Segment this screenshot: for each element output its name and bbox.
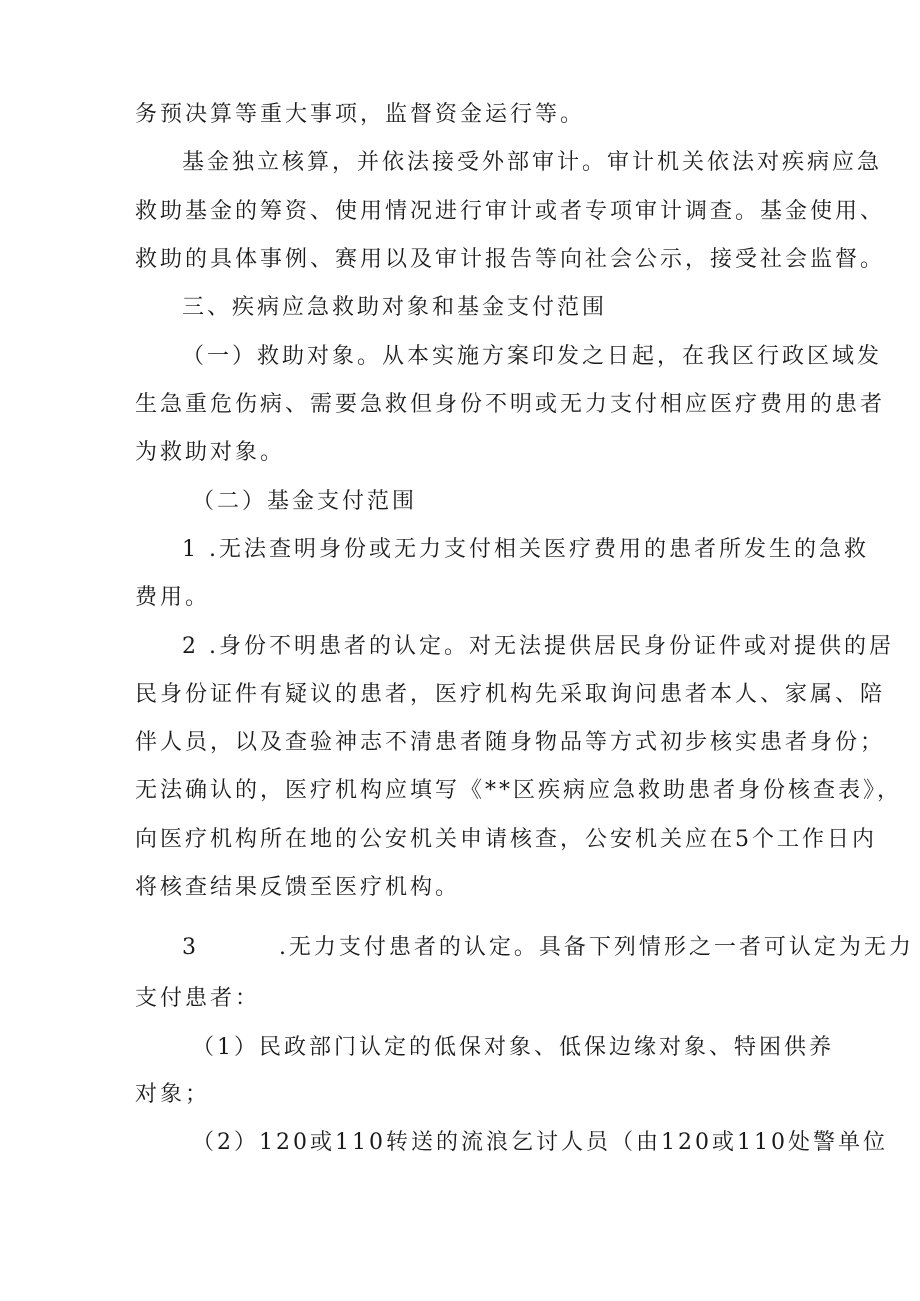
text-line: 为救助对象。: [135, 440, 286, 465]
text-line: 基金独立核算，并依法接受外部审计。审计机关依法对疾病应急: [182, 150, 883, 175]
section-heading: 三、疾病应急救助对象和基金支付范围: [182, 295, 608, 320]
text-line: 务预决算等重大事项，监督资金运行等。: [135, 102, 586, 127]
text-line: 生急重危伤病、需要急救但身份不明或无力支付相应医疗费用的患者: [135, 392, 886, 417]
text-line: 将核查结果反馈至医疗机构。: [135, 875, 461, 900]
text-line: 3 .无力支付患者的认定。具备下列情形之一者可认定为无力: [182, 935, 914, 960]
text-line: 1 .无法查明身份或无力支付相关医疗费用的患者所发生的急救: [182, 537, 869, 562]
text-line: 支付患者：: [135, 986, 261, 1011]
text-line: 费用。: [135, 585, 211, 610]
text-line: 2 .身份不明患者的认定。对无法提供居民身份证件或对提供的居: [182, 634, 894, 659]
text-line: 伴人员，以及查验神志不清患者随身物品等方式初步核实患者身份；: [135, 730, 886, 755]
text-line: 救助基金的筹资、使用情况进行审计或者专项审计调查。基金使用、: [135, 199, 886, 224]
text-line: （1）民政部门认定的低保对象、低保边缘对象、特困供养: [192, 1035, 834, 1060]
subsection-heading: （二）基金支付范围: [192, 489, 418, 514]
text-line: 无法确认的，医疗机构应填写《**区疾病应急救助患者身份核查表》，: [135, 778, 903, 803]
text-line: （一）救助对象。从本实施方案印发之日起，在我区行政区域发: [182, 344, 883, 369]
text-line: 民身份证件有疑议的患者，医疗机构先采取询问患者本人、家属、陪: [135, 682, 886, 707]
text-line: （2）120或110转送的流浪乞讨人员（由120或110处警单位: [192, 1130, 888, 1155]
text-line: 向医疗机构所在地的公安机关申请核查，公安机关应在5个工作日内: [135, 827, 877, 852]
text-line: 救助的具体事例、赛用以及审计报告等向社会公示，接受社会监督。: [135, 247, 886, 272]
text-line: 对象；: [135, 1082, 211, 1107]
